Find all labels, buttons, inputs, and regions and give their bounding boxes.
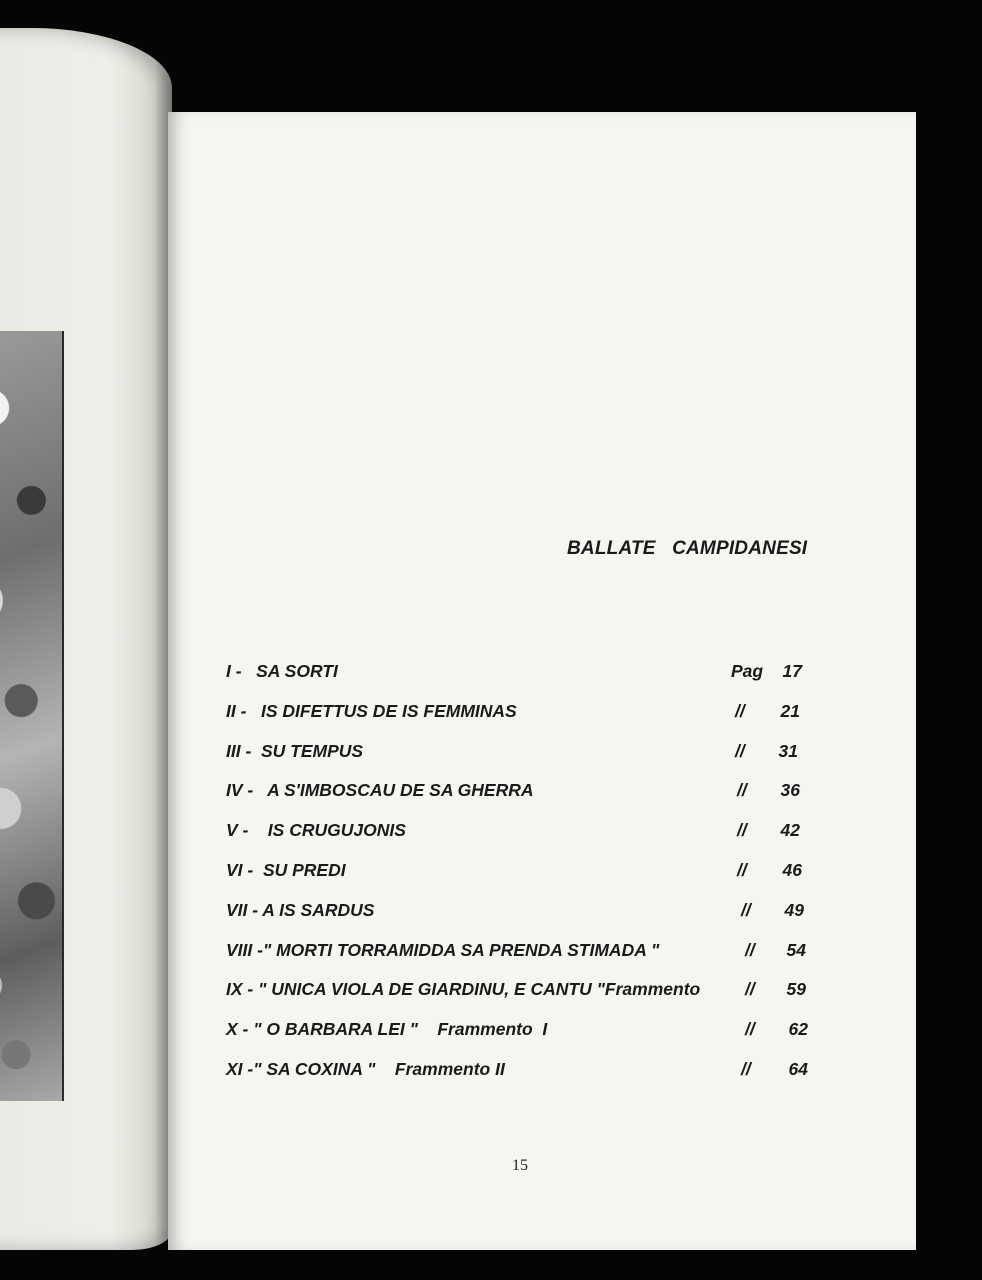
toc-entry-10	[226, 1010, 826, 1050]
left-facing-page	[0, 28, 172, 1250]
toc-entry-4	[226, 771, 826, 811]
toc-entry-marker: //	[735, 740, 745, 761]
toc-entry-marker: //	[741, 899, 751, 920]
toc-entry-title: II - IS DIFETTUS DE IS FEMMINAS	[226, 700, 517, 721]
toc-entry-11	[226, 1050, 826, 1090]
toc-entry-title: V - IS CRUGUJONIS	[226, 820, 406, 841]
toc-entry-title: X - " O BARBARA LEI " Frammento I	[226, 1019, 548, 1040]
toc-entry-marker: //	[745, 979, 755, 1000]
toc-entry-2	[226, 692, 826, 732]
toc-entry-7	[226, 891, 826, 931]
toc-entry-3	[226, 732, 826, 772]
toc-entry-title: VI - SU PREDI	[226, 859, 346, 880]
toc-entry-page: 46	[782, 859, 802, 880]
toc-entry-page: 54	[786, 939, 806, 960]
toc-entry-marker: //	[737, 820, 747, 841]
toc-entry-marker: //	[737, 859, 747, 880]
toc-entry-marker: Pag	[731, 661, 764, 681]
toc-entry-title: IX - " UNICA VIOLA DE GIARDINU, E CANTU "Frammento	[226, 979, 701, 1000]
toc-entry-page: 31	[778, 740, 798, 761]
left-page-photograph	[0, 331, 64, 1101]
toc-entry-page: 36	[780, 780, 800, 801]
toc-entry-page: 64	[788, 1058, 808, 1079]
toc-entry-marker: //	[745, 939, 755, 960]
toc-entry-page: 21	[780, 700, 800, 721]
section-title: BALLATE CAMPIDANESI	[567, 538, 808, 559]
toc-entry-6	[226, 851, 826, 891]
page-number: 15	[512, 1157, 528, 1174]
toc-entry-title: III - SU TEMPUS	[226, 740, 364, 761]
toc-entry-9	[226, 970, 826, 1010]
toc-entry-title: IV - A S'IMBOSCAU DE SA GHERRA	[226, 780, 534, 801]
toc-entry-marker: //	[737, 780, 747, 801]
toc-entry-page: 59	[786, 979, 806, 1000]
toc-entry-page: 17	[782, 661, 802, 681]
toc-entry-page: 42	[780, 820, 800, 841]
toc-entry-title: VII - A IS SARDUS	[226, 899, 375, 920]
toc-entry-title: XI -" SA COXINA " Frammento II	[226, 1058, 505, 1079]
toc-entry-8	[226, 931, 826, 971]
toc-entry-page: 62	[788, 1019, 808, 1040]
toc-entry-marker: //	[735, 700, 745, 721]
toc-entry-marker: //	[741, 1058, 751, 1079]
toc-entry-1	[226, 652, 826, 692]
toc-entry-title: I - SA SORTI	[226, 661, 338, 681]
toc-entry-5	[226, 811, 826, 851]
toc-entry-marker: //	[745, 1019, 755, 1040]
toc-entry-page: 49	[784, 899, 804, 920]
table-of-contents	[226, 652, 826, 1090]
right-page	[168, 112, 916, 1250]
toc-entry-title: VIII -" MORTI TORRAMIDDA SA PRENDA STIMADA "	[226, 939, 660, 960]
